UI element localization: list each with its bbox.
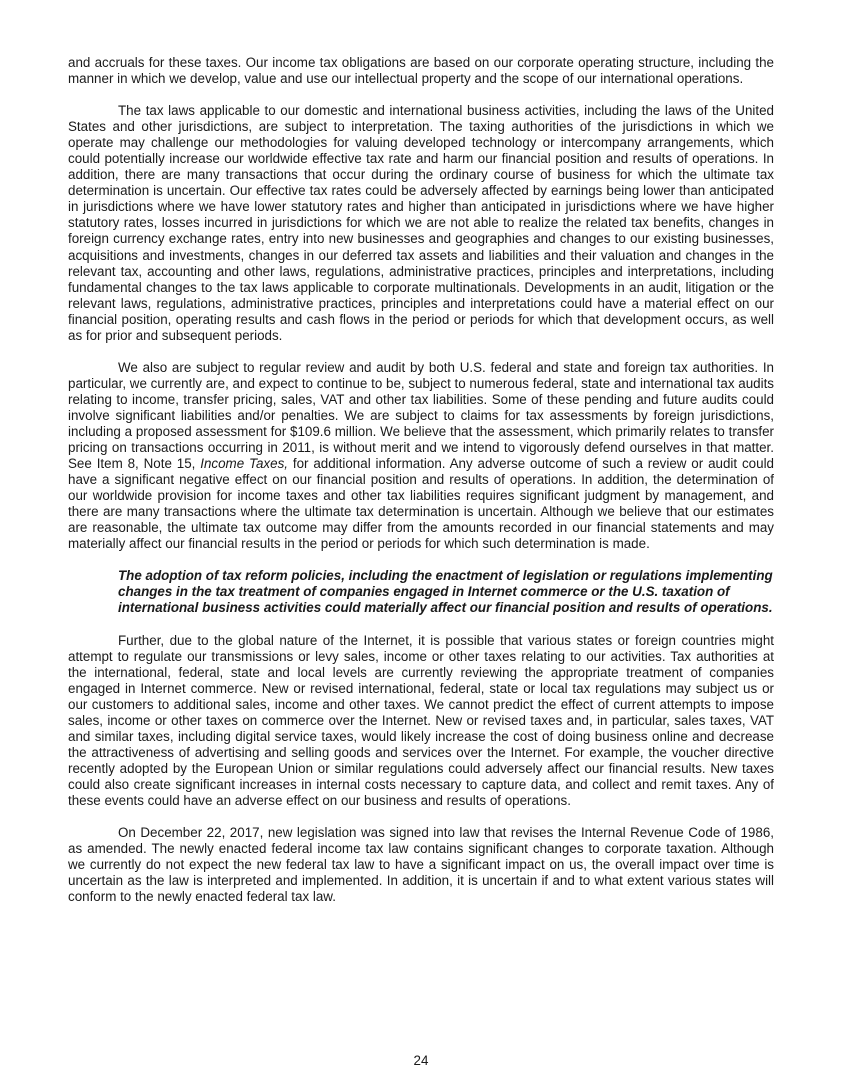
paragraph-tax-audits-text-1: We also are subject to regular review and audit by both U.S. federal and state and foreign tax authorities. In particular, we currently are, and expect to continue to be, subject to numerous federal, state and international tax audits relating to income, transfer pricing, sales, VAT and other tax liabilities. Some of these pending and future audits could involve significant liabilities and/or penalties. We are subject to claims for tax assessments by foreign jurisdictions, including a proposed assessment for $109.6 million. We believe that the assessment, which primarily relates to transfer pricing on transactions occurring in 2011, is without merit and we intend to vigorously defend ourselves in that matter. See Item 8, Note 15, [68, 359, 774, 472]
paragraph-tax-laws: The tax laws applicable to our domestic and international business activities, including the laws of the United States and other jurisdictions, are subject to interpretation. The taxing authorities of the jurisdictions in which we operate may challenge our methodologies for valuing developed technology or intercompany arrangements, which could potentially increase our worldwide effective tax rate and harm our financial position and results of operations. In addition, there are many transactions that occur during the ordinary course of business for which the ultimate tax determination is uncertain. Our effective tax rates could be adversely affected by earnings being lower than anticipated in jurisdictions where we have lower statutory rates and higher than anticipated in jurisdictions where we have higher statutory rates, losses incurred in jurisdictions for which we are not able to realize the related tax benefits, changes in foreign currency exchange rates, entry into new businesses and geographies and changes to our existing businesses, acquisitions and investments, changes in our deferred tax assets and liabilities and their valuation and changes in the relevant tax, accounting and other laws, regulations, administrative practices, principles and interpretations, including fundamental changes to the tax laws applicable to corporate multinationals. Developments in an audit, litigation or the relevant laws, regulations, administrative practices, principles and interpretations could have a material effect on our financial position, operating results and cash flows in the period or periods for which that development occurs, as well as for prior and subsequent periods. [68, 103, 774, 343]
risk-factor-heading: The adoption of tax reform policies, including the enactment of legislation or regulations implementing changes in the tax treatment of companies engaged in Internet commerce or the U.S. taxation of international business activities could materially affect our financial position and results of operations. [118, 568, 773, 616]
paragraph-tax-audits-text-2: for additional information. Any adverse outcome of such a review or audit could have a significant negative effect on our financial position and results of operations. In addition, the determination of our worldwide provision for income taxes and other tax liabilities requires significant judgment by management, and there are many transactions where the ultimate tax determination is uncertain. Although we believe that our estimates are reasonable, the ultimate tax outcome may differ from the amounts recorded in our financial statements and may materially affect our financial results in the period or periods for which such determination is made. [68, 456, 774, 552]
document-page [68, 55, 774, 905]
paragraph-internet-taxes: Further, due to the global nature of the Internet, it is possible that various states or foreign countries might attempt to regulate our transmissions or levy sales, income or other taxes relating to our activities. Tax authorities at the international, federal, state and local levels are currently reviewing the appropriate treatment of companies engaged in Internet commerce. New or revised international, federal, state or local tax regulations may subject us or our customers to additional sales, income and other taxes. We cannot predict the effect of current attempts to impose sales, income or other taxes on commerce over the Internet. New or revised taxes and, in particular, sales taxes, VAT and similar taxes, including digital service taxes, would likely increase the cost of doing business online and decrease the attractiveness of advertising and selling goods and services over the Internet. For example, the voucher directive recently adopted by the European Union or similar regulations could adversely affect our financial results. New taxes could also create significant increases in internal costs necessary to capture data, and collect and remit taxes. Any of these events could have an adverse effect on our business and results of operations. [68, 632, 774, 808]
income-taxes-reference: Income Taxes, [200, 456, 288, 472]
paragraph-tax-audits [68, 360, 774, 553]
paragraph-continued: and accruals for these taxes. Our income tax obligations are based on our corporate operating structure, including the manner in which we develop, value and use our intellectual property and the scope of our international operations. [68, 55, 774, 87]
paragraph-tax-legislation: On December 22, 2017, new legislation was signed into law that revises the Internal Revenue Code of 1986, as amended. The newly enacted federal income tax law contains significant changes to corporate taxation. Although we currently do not expect the new federal tax law to have a significant impact on us, the overall impact over time is uncertain as the law is interpreted and implemented. In addition, it is uncertain if and to what extent various states will conform to the newly enacted federal tax law. [68, 825, 774, 905]
page-number: 24 [413, 1053, 429, 1068]
